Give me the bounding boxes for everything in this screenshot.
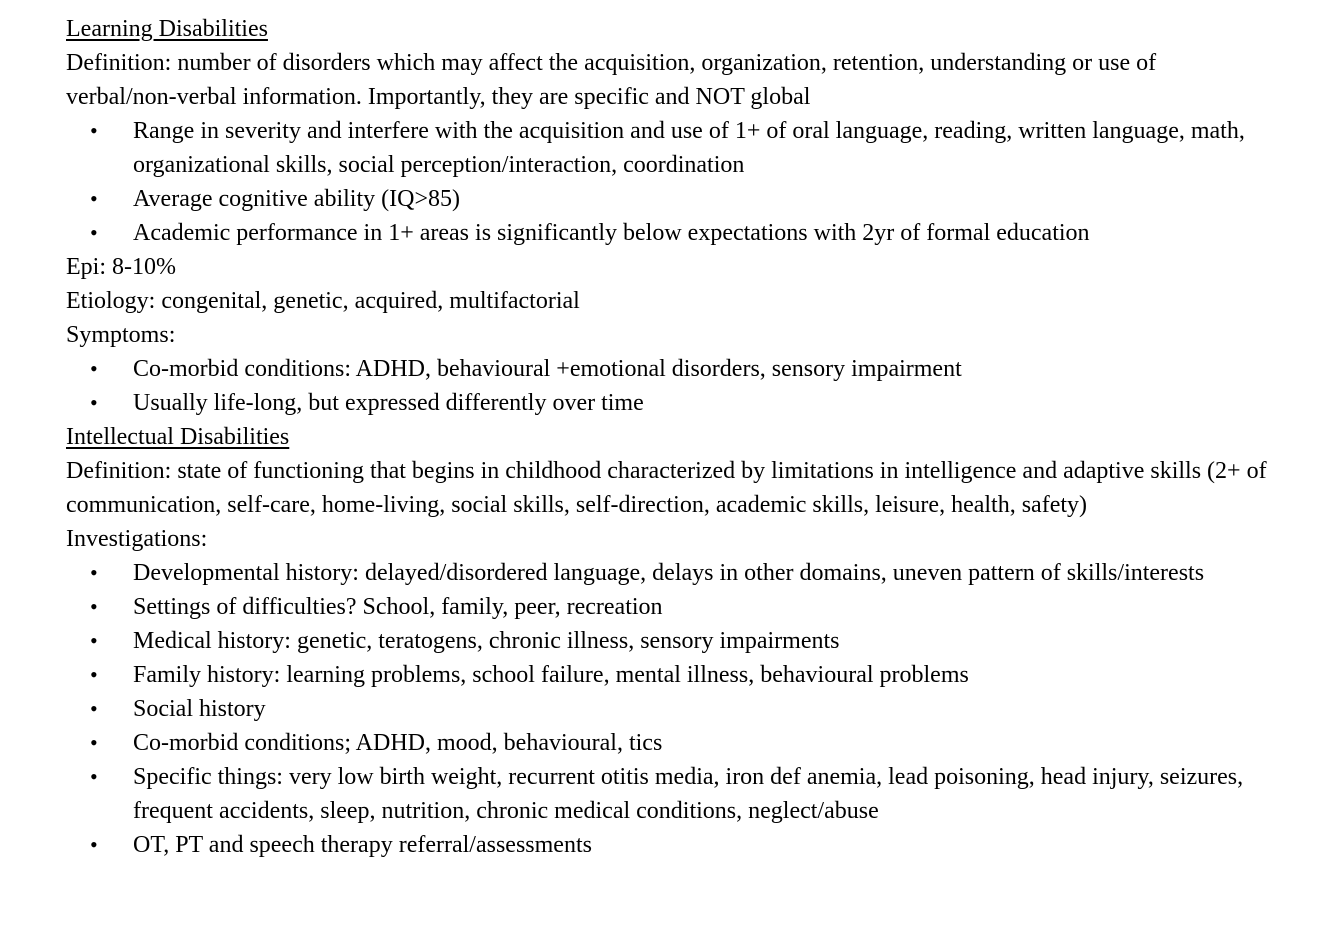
paragraph: Definition: number of disorders which may affect the acquisition, organization, retention, understanding or use of verbal/non-verbal information. Importantly, they are specific and NOT global [66,50,1157,110]
bullet-item [66,828,1272,862]
bullet-item [66,556,1272,590]
section-heading [66,420,1272,454]
bullet-icon: • [90,764,98,789]
bullet-text: OT, PT and speech therapy referral/assessments [133,832,592,858]
section-heading-text: Learning Disabilities [66,16,268,42]
bullet-item [66,386,1272,420]
bullet-item [66,624,1272,658]
bullet-icon: • [90,730,98,755]
paragraph: Symptoms: [66,322,176,348]
bullet-item [66,216,1272,250]
paragraph: Investigations: [66,526,208,552]
document-content [66,12,1272,862]
bullet-item [66,352,1272,386]
bullet-icon: • [90,594,98,619]
bullet-item [66,182,1272,216]
bullet-text: Co-morbid conditions: ADHD, behavioural +emotional disorders, sensory impairment [133,356,962,382]
bullet-icon: • [90,696,98,721]
bullet-text: Range in severity and interfere with the acquisition and use of 1+ of oral language, reading, written language, math, organizational skills, social perception/interaction, coordination [133,118,1245,178]
bullet-icon: • [90,356,98,381]
bullet-icon: • [90,390,98,415]
bullet-icon: • [90,186,98,211]
paragraph: Etiology: congenital, genetic, acquired, multifactorial [66,288,580,314]
bullet-icon: • [90,118,98,143]
bullet-text: Medical history: genetic, teratogens, chronic illness, sensory impairments [133,628,840,654]
bullet-icon: • [90,628,98,653]
bullet-text: Settings of difficulties? School, family, peer, recreation [133,594,663,620]
bullet-text: Specific things: very low birth weight, recurrent otitis media, iron def anemia, lead poisoning, head injury, seizures, frequent accidents, sleep, nutrition, chronic medical conditions, neglect/abuse [133,764,1244,824]
bullet-item [66,114,1272,182]
section-heading-text: Intellectual Disabilities [66,424,290,450]
paragraph: Epi: 8-10% [66,254,176,280]
bullet-text: Developmental history: delayed/disordered language, delays in other domains, uneven pattern of skills/interests [133,560,1205,586]
bullet-item [66,658,1272,692]
bullet-icon: • [90,220,98,245]
bullet-text: Average cognitive ability (IQ>85) [133,186,460,212]
bullet-icon: • [90,832,98,857]
bullet-item [66,590,1272,624]
bullet-text: Academic performance in 1+ areas is significantly below expectations with 2yr of formal education [133,220,1090,246]
bullet-item [66,692,1272,726]
section-heading [66,12,1272,46]
bullet-icon: • [90,662,98,687]
bullet-text: Usually life-long, but expressed differently over time [133,390,644,416]
bullet-icon: • [90,560,98,585]
bullet-text: Social history [133,696,266,722]
bullet-text: Co-morbid conditions; ADHD, mood, behavioural, tics [133,730,663,756]
bullet-item [66,760,1272,828]
bullet-item [66,726,1272,760]
bullet-text: Family history: learning problems, school failure, mental illness, behavioural problems [133,662,969,688]
paragraph: Definition: state of functioning that begins in childhood characterized by limitations in intelligence and adaptive skills (2+ of communication, self-care, home-living, social skills, self-direction, academic skills, leisure, health, safety) [66,458,1267,518]
